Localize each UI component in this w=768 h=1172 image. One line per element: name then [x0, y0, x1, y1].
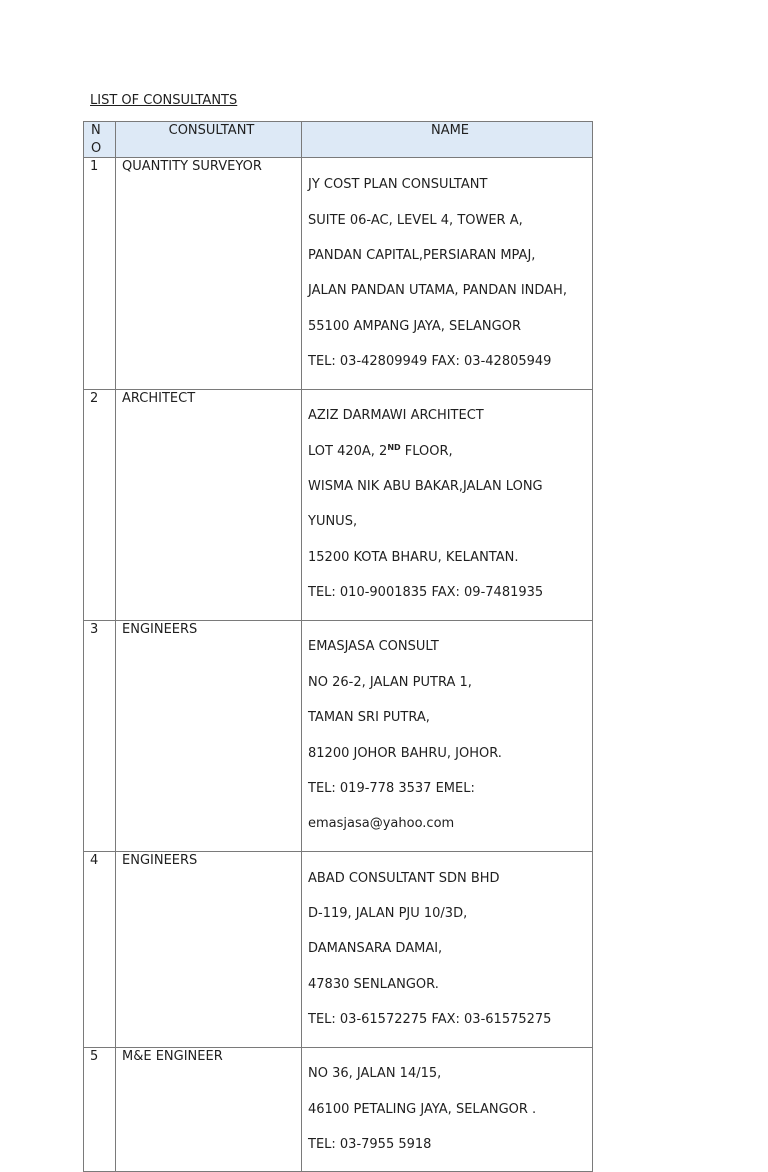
- floor-text-after: FLOOR,: [400, 443, 453, 459]
- header-name: NAME: [302, 122, 593, 158]
- detail-line: WISMA NIK ABU BAKAR,JALAN LONG: [308, 479, 543, 495]
- consultant-details: [302, 1047, 593, 1172]
- table-row: [84, 620, 593, 851]
- detail-line: TAMAN SRI PUTRA,: [308, 710, 430, 726]
- header-consultant: CONSULTANT: [116, 122, 302, 158]
- table-row: [84, 389, 593, 620]
- row-number: 4: [84, 851, 116, 1047]
- detail-line-floor: [308, 443, 592, 461]
- row-number: 3: [84, 620, 116, 851]
- detail-line: PANDAN CAPITAL,PERSIARAN MPAJ,: [308, 247, 536, 263]
- consultant-type: M&E ENGINEER: [116, 1047, 302, 1172]
- table-header-row: [84, 122, 593, 158]
- detail-line: JALAN PANDAN UTAMA, PANDAN INDAH,: [308, 283, 567, 299]
- consultant-type: ENGINEERS: [116, 620, 302, 851]
- ordinal-superscript: ND: [387, 442, 401, 452]
- table-row: [84, 158, 593, 389]
- consultant-type: ENGINEERS: [116, 851, 302, 1047]
- floor-text-before: LOT 420A, 2: [308, 443, 388, 459]
- detail-line: NO 26-2, JALAN PUTRA 1,: [308, 674, 472, 690]
- detail-line: JY COST PLAN CONSULTANT: [308, 177, 488, 193]
- document-title: LIST OF CONSULTANTS: [90, 93, 238, 108]
- row-number: 5: [84, 1047, 116, 1172]
- consultant-type: QUANTITY SURVEYOR: [116, 158, 302, 389]
- detail-line: 47830 SENLANGOR.: [308, 976, 439, 992]
- detail-line: 81200 JOHOR BAHRU, JOHOR.: [308, 745, 502, 761]
- detail-line: 15200 KOTA BHARU, KELANTAN.: [308, 549, 519, 565]
- detail-line: 55100 AMPANG JAYA, SELANGOR: [308, 318, 521, 334]
- detail-line: TEL: 019-778 3537 EMEL:: [308, 781, 475, 797]
- detail-line: TEL: 03-61572275 FAX: 03-61575275: [308, 1012, 552, 1028]
- detail-line: TEL: 010-9001835 FAX: 09-7481935: [308, 585, 544, 601]
- consultant-type: ARCHITECT: [116, 389, 302, 620]
- detail-line: DAMANSARA DAMAI,: [308, 941, 443, 957]
- detail-line: D-119, JALAN PJU 10/3D,: [308, 905, 468, 921]
- table-row: [84, 1047, 593, 1172]
- detail-line: 46100 PETALING JAYA, SELANGOR .: [308, 1101, 537, 1117]
- detail-line: AZIZ DARMAWI ARCHITECT: [308, 408, 484, 424]
- detail-line: YUNUS,: [308, 514, 358, 530]
- detail-line: EMASJASA CONSULT: [308, 639, 439, 655]
- table-row: [84, 851, 593, 1047]
- detail-line-email: emasjasa@yahoo.com: [308, 816, 455, 832]
- detail-line: SUITE 06-AC, LEVEL 4, TOWER A,: [308, 212, 523, 228]
- detail-line: NO 36, JALAN 14/15,: [308, 1066, 442, 1082]
- consultant-details: [302, 620, 593, 851]
- consultants-table: [83, 121, 593, 1172]
- row-number: 2: [84, 389, 116, 620]
- row-number: 1: [84, 158, 116, 389]
- consultant-details: [302, 389, 593, 620]
- consultant-details: [302, 158, 593, 389]
- detail-line: TEL: 03-7955 5918: [308, 1137, 432, 1153]
- detail-line: ABAD CONSULTANT SDN BHD: [308, 870, 500, 886]
- detail-line: TEL: 03-42809949 FAX: 03-42805949: [308, 354, 552, 370]
- consultant-details: [302, 851, 593, 1047]
- header-no: NO: [84, 122, 116, 158]
